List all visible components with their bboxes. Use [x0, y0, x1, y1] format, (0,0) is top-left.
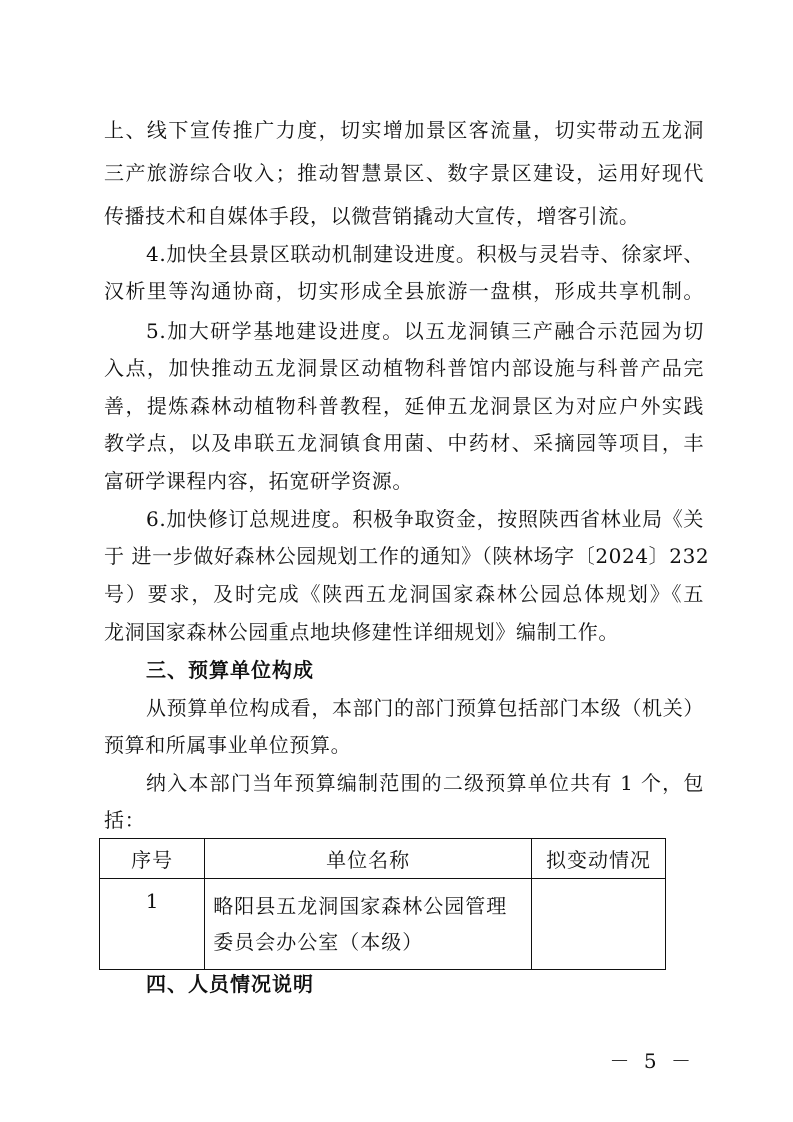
paragraph-line: 号）要求，及时完成《陕西五龙洞国家森林公园总体规划》《五 [104, 582, 704, 606]
paragraph-line: 6.加快修订总规进度。积极争取资金，按照陕西省林业局《关 [146, 507, 704, 531]
paragraph-line: 汉析里等沟通协商，切实形成全县旅游一盘棋，形成共享机制。 [104, 279, 704, 303]
paragraph-line: 5.加大研学基地建设进度。以五龙洞镇三产融合示范园为切 [146, 319, 704, 343]
paragraph-line: 上、线下宣传推广力度，切实增加景区客流量，切实带动五龙洞 [104, 118, 704, 142]
table-cell-index: 1 [100, 879, 205, 970]
table-row [100, 879, 666, 970]
table-cell-unit-name: 略阳县五龙洞国家森林公园管理委员会办公室（本级） [205, 879, 532, 970]
paragraph-line: 于 进一步做好森林公园规划工作的通知》（陕林场字〔2024〕232 [104, 544, 710, 568]
paragraph-line: 从预算单位构成看，本部门的部门预算包括部门本级（机关） [146, 696, 704, 720]
column-header-unit-name: 单位名称 [205, 839, 532, 879]
paragraph-line: 预算和所属事业单位预算。 [104, 733, 352, 757]
table-header-row [100, 839, 666, 879]
paragraph-line: 入点，加快推动五龙洞景区动植物科普馆内部设施与科普产品完 [104, 356, 704, 380]
paragraph-line: 传播技术和自媒体手段，以微营销撬动大宣传，增客引流。 [104, 204, 640, 228]
section-heading: 三、预算单位构成 [146, 658, 314, 682]
column-header-change: 拟变动情况 [531, 839, 665, 879]
paragraph-line: 纳入本部门当年预算编制范围的二级预算单位共有 1 个，包 [146, 771, 704, 795]
paragraph-line: 善，提炼森林动植物科普教程，延伸五龙洞景区为对应户外实践 [104, 394, 704, 418]
paragraph-line: 教学点，以及串联五龙洞镇食用菌、中药材、采摘园等项目，丰 [104, 431, 704, 455]
budget-unit-table [99, 838, 666, 970]
paragraph-line: 三产旅游综合收入；推动智慧景区、数字景区建设，运用好现代 [104, 161, 704, 185]
page-number: － 5 － [609, 1049, 695, 1073]
paragraph-line: 龙洞国家森林公园重点地块修建性详细规划》编制工作。 [104, 620, 619, 644]
paragraph-line: 4.加快全县景区联动机制建设进度。积极与灵岩寺、徐家坪、 [146, 242, 704, 266]
section-heading: 四、人员情况说明 [146, 972, 314, 996]
column-header-index: 序号 [100, 839, 205, 879]
paragraph-line: 富研学课程内容，拓宽研学资源。 [104, 469, 413, 493]
table-cell-change [531, 879, 665, 970]
paragraph-line: 括： [104, 808, 146, 832]
